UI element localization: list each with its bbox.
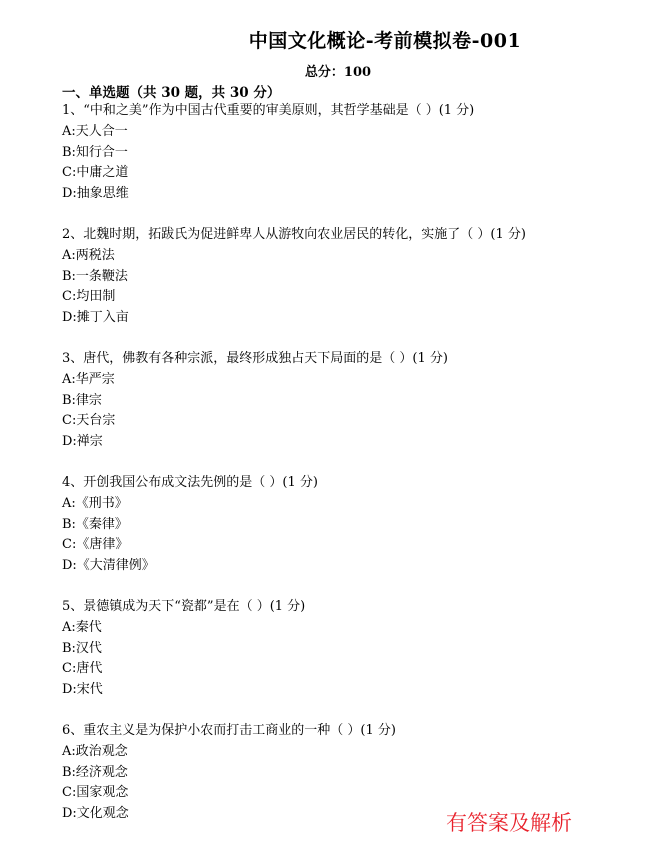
option-c: C:《唐律》 — [62, 537, 129, 553]
option-a: A:《刑书》 — [62, 495, 128, 511]
option-b: B:汉代 — [62, 640, 102, 656]
option-c: C:中庸之道 — [62, 165, 129, 181]
question-stem: 2、北魏时期，拓跋氏为促进鲜卑人从游牧向农业居民的转化，实施了（ ）(1 分) — [62, 226, 526, 242]
question-4 — [62, 473, 642, 577]
option-c: C:均田制 — [62, 289, 116, 305]
option-a: A:两税法 — [62, 247, 115, 263]
total-score: 总分：100 — [304, 65, 372, 80]
option-d: D:抽象思维 — [62, 186, 129, 202]
question-stem: 3、唐代，佛教有各种宗派，最终形成独占天下局面的是（ ）(1 分) — [62, 350, 448, 366]
option-d: D:宋代 — [62, 682, 103, 698]
option-d: D:禅宗 — [62, 434, 103, 450]
option-d: D:《大清律例》 — [62, 558, 155, 574]
option-d: D:摊丁入亩 — [62, 310, 129, 326]
option-c: C:唐代 — [62, 661, 103, 677]
option-a: A:秦代 — [62, 619, 102, 635]
option-b: B:知行合一 — [62, 144, 128, 160]
question-3 — [62, 349, 642, 453]
option-b: B:《秦律》 — [62, 516, 128, 532]
question-5 — [62, 597, 642, 701]
option-b: B:经济观念 — [62, 764, 128, 780]
option-b: B:一条鞭法 — [62, 268, 128, 284]
question-2 — [62, 225, 642, 329]
option-b: B:律宗 — [62, 392, 102, 408]
exam-title: 中国文化概论-考前模拟卷-001 — [248, 30, 522, 52]
option-d: D:文化观念 — [62, 806, 129, 822]
option-c: C:天台宗 — [62, 413, 116, 429]
question-stem: 5、景德镇成为天下“瓷都”是在（ ）(1 分) — [62, 598, 306, 614]
question-stem: 4、开创我国公布成文法先例的是（ ）(1 分) — [62, 474, 318, 490]
option-a: A:政治观念 — [62, 743, 128, 759]
option-a: A:天人合一 — [62, 123, 128, 139]
answer-watermark: 有答案及解析 — [446, 811, 572, 835]
question-stem: 6、重农主义是为保护小农而打击工商业的一种（ ）(1 分) — [62, 722, 396, 738]
option-a: A:华严宗 — [62, 371, 115, 387]
question-list — [62, 101, 642, 845]
section-heading: 一、单选题（共 30 题，共 30 分） — [62, 85, 281, 101]
option-c: C:国家观念 — [62, 785, 129, 801]
question-stem: 1、“中和之美”作为中国古代重要的审美原则，其哲学基础是（ ）(1 分) — [62, 103, 475, 118]
question-1 — [62, 101, 642, 205]
